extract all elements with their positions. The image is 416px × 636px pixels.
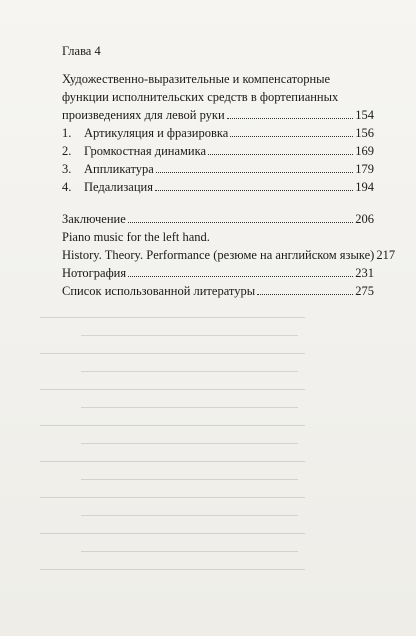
toc-entry-notography [62,264,374,282]
bleed-through-text [40,300,380,600]
chapter-title-line: функции исполнительских средств в фортепианных [62,90,339,104]
table-of-contents [62,42,396,300]
toc-entry-section-4 [62,178,374,196]
section-number: 3. [62,162,72,176]
toc-entry-page: 217 [376,248,396,262]
toc-entry-title: произведениях для левой руки [62,108,225,122]
dot-leader [128,276,353,277]
section-title: Педализация [84,180,153,194]
section-title: Громкостная динамика [84,144,207,158]
toc-entry-title: Заключение [62,212,126,226]
toc-entry-summary [62,246,396,264]
toc-entry-page: 231 [355,266,374,280]
dot-leader [230,136,353,137]
dot-leader [128,222,354,223]
toc-entry-page: 194 [355,180,374,194]
section-number: 4. [62,180,72,194]
dot-leader [257,294,353,295]
chapter-label: Глава 4 [62,44,101,58]
toc-entry-page: 179 [355,162,374,176]
toc-entry-title: Список использованной литературы [62,284,256,298]
toc-entry-section-2 [62,142,374,160]
toc-entry-page: 169 [355,144,374,158]
toc-entry-title: History. Theory. Performance (резюме на английском языке) [62,248,375,262]
section-number: 1. [62,126,72,140]
dot-leader [208,154,353,155]
toc-entry-bibliography [62,282,374,300]
dot-leader [155,190,353,191]
toc-entry-title: Нотография [62,266,127,280]
toc-entry-page: 206 [355,212,374,226]
toc-entry-page: 156 [355,126,374,140]
toc-entry-section-3 [62,160,374,178]
dot-leader [227,118,354,119]
toc-entry-section-1 [62,124,374,142]
toc-entry-summary-line: Piano music for the left hand. [62,230,210,244]
toc-entry-page: 154 [355,108,374,122]
section-number: 2. [62,144,72,158]
toc-entry-page: 275 [355,284,374,298]
dot-leader [156,172,353,173]
chapter-title-line: Художественно-выразительные и компенсаторные [62,72,331,86]
section-title: Артикуляция и фразировка [84,126,229,140]
section-title: Аппликатура [84,162,154,176]
toc-entry-conclusion [62,210,374,228]
toc-entry-chapter-title [62,106,374,124]
spacer [62,196,374,210]
